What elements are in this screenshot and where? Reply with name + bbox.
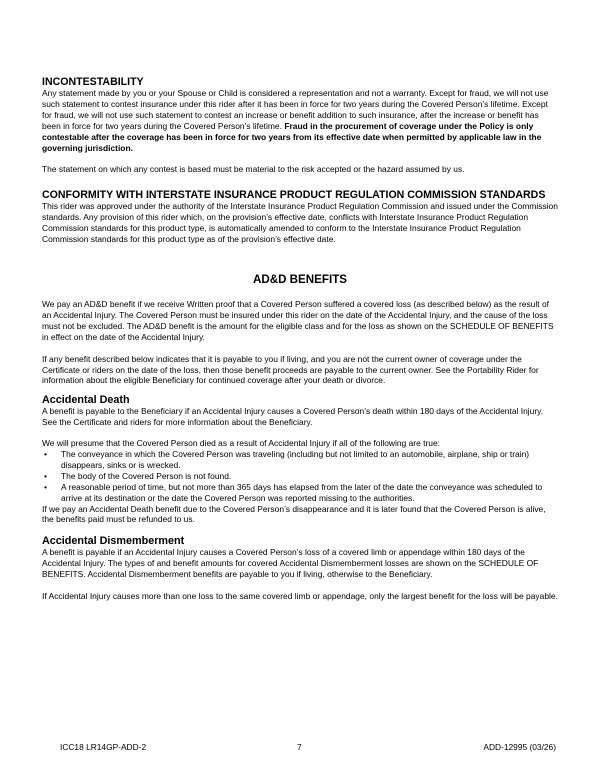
list-item xyxy=(42,482,558,504)
incontestability-heading: INCONTESTABILITY xyxy=(42,76,144,88)
conformity-paragraph: This rider was approved under the authority of the Interstate Insurance Product Regulation Commission and issued under the Commission standards. Any provision of this rider which, on the provision’s effective date, conflicts with Interstate Insurance Product Regulation Commission standards for this product type, is automatically amended to conform to the Interstate Insurance Product Regulation Commission standards for this product type as of the provision’s effective date. xyxy=(42,201,558,245)
incontestability-paragraph-1 xyxy=(42,88,558,153)
add-benefits-title: AD&D BENEFITS xyxy=(252,272,348,286)
bullet-text: The body of the Covered Person is not found. xyxy=(61,470,232,481)
list-item xyxy=(42,471,558,482)
bullet-icon: • xyxy=(44,449,47,460)
incontestability-fraud-text: Fraud in the procurement of coverage under the Policy is only contestable after the coverage has been in force for two years from its effective date when permitted by applicable law in the governing jurisdiction. xyxy=(42,120,542,153)
bullet-icon: • xyxy=(44,481,47,492)
conformity-heading: CONFORMITY WITH INTERSTATE INSURANCE PRODUCT REGULATION COMMISSION STANDARDS xyxy=(42,189,546,202)
bullet-text: The conveyance in which the Covered Person was traveling (including but not limited to an automobile, airplane, ship or train) disappears, sinks or is wrecked. xyxy=(61,449,530,470)
accidental-death-paragraph-2: We will presume that the Covered Person died as a result of Accidental Injury if all of the following are true: xyxy=(42,438,441,449)
accidental-death-paragraph-1: A benefit is payable to the Beneficiary if an Accidental Injury causes a Covered Person’s death within 180 days of the Accidental Injury. See the Certificate and riders for more information about the Beneficiary. xyxy=(42,406,544,428)
accidental-death-heading: Accidental Death xyxy=(42,394,130,407)
footer-doc-code: ADD-12995 (03/26) xyxy=(483,742,556,752)
accidental-death-paragraph-3: If we pay an Accidental Death benefit due to the Covered Person’s disappearance and it is later found that the Covered Person is alive, the benefits paid must be refunded to us. xyxy=(42,503,546,525)
footer-page-number: 7 xyxy=(297,742,302,752)
bullet-icon: • xyxy=(44,470,47,481)
add-benefits-paragraph-2: If any benefit described below indicates that it is payable to you if living, and you are not the current owner of coverage under the Certificate or riders on the date of the loss, then those benefit proceeds are payable to the current owner. See the Portability Rider for information about the eligible Beneficiary for continued coverage after your death or divorce. xyxy=(42,353,539,386)
list-item xyxy=(42,449,558,471)
add-benefits-paragraph-1: We pay an AD&D benefit if we receive Written proof that a Covered Person suffered a covered loss (as described below) as the result of an Accidental Injury. The Covered Person must be insured under this rider on the date of the Accidental Injury, and the cause of the loss must not be excluded. The AD&D benefit is the amount for the eligible class and for the loss as shown on the SCHEDULE OF BENEFITS in effect on the date of the Accidental Injury. xyxy=(42,298,554,342)
bullet-text: A reasonable period of time, but not more than 365 days has elapsed from the later of the date the conveyance was scheduled to arrive at its destination or the date the Covered Person was reported missing to the authorities. xyxy=(61,481,543,503)
incontestability-paragraph-2: The statement on which any contest is based must be material to the risk accepted or the hazard assumed by us. xyxy=(42,164,465,175)
footer-form-code: ICC18 LR14GP-ADD-2 xyxy=(60,742,147,752)
incontestability-text-a: Any statement made by you or your Spouse or Child is considered a representation and not a warranty. Except for fraud, we will not use such statement to contest insurance under this rider after it has been in force for two years during the Covered Person’s lifetime. Except for fraud, we will not use such statement to contest an increase or benefit addition to such insurance, after the increase or benefit has been in force for two years during the Covered Person’s lifetime. xyxy=(42,88,549,131)
document-page xyxy=(42,76,558,602)
presumption-bullet-list xyxy=(42,449,558,504)
accidental-dismemberment-heading: Accidental Dismemberment xyxy=(42,535,185,548)
accidental-dismemberment-paragraph-2: If Accidental Injury causes more than one loss to the same covered limb or appendage, only the largest benefit for the loss will be payable. xyxy=(42,591,558,602)
accidental-dismemberment-paragraph-1: A benefit is payable if an Accidental Injury causes a Covered Person’s loss of a covered limb or appendage within 180 days of the Accidental Injury. The types of and benefit amounts for covered Accidental Dismemberment losses are shown on the SCHEDULE OF BENEFITS. Accidental Dismemberment benefits are payable to you if living, otherwise to the Beneficiary. xyxy=(42,547,539,580)
